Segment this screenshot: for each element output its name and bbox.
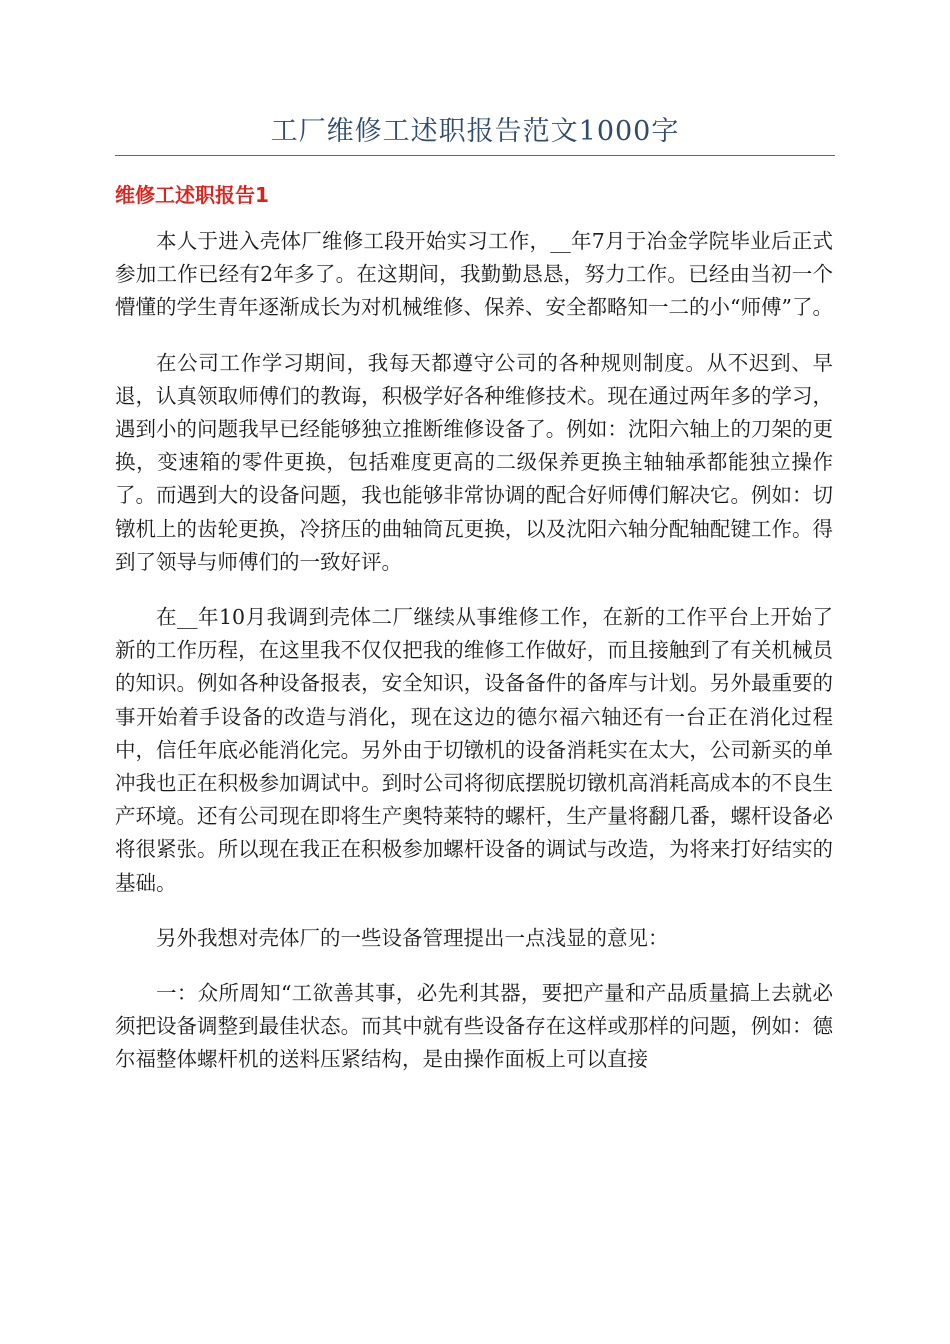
paragraph-learning: 在公司工作学习期间，我每天都遵守公司的各种规则制度。从不迟到、早退，认真领取师傅们的教诲，积极学好各种维修技术。现在通过两年多的学习，遇到小的问题我早已经能够独立推断维修设备了。例如：沈阳六轴上的刀架的更换，变速箱的零件更换，包括难度更高的二级保养更换主轴轴承都能独立操作了。而遇到大的设备问题，我也能够非常协调的配合好师傅们解决它。例如：切镦机上的齿轮更换，冷挤压的曲轴筒瓦更换，以及沈阳六轴分配轴配键工作。得到了领导与师傅们的一致好评。 xyxy=(115,350,833,574)
document-title: 工厂维修工述职报告范文1000字 xyxy=(270,116,680,147)
paragraph-suggestion-one: 一：众所周知“工欲善其事，必先利其器，要把产量和产品质量搞上去就必须把设备调整到最佳状态。而其中就有些设备存在这样或那样的问题，例如：德尔福整体螺杆机的送料压紧结构，是由操作面板上可以直接 xyxy=(115,981,833,1072)
section-heading: 维修工述职报告1 xyxy=(115,183,269,207)
paragraph-suggestion-intro: 另外我想对壳体厂的一些设备管理提出一点浅显的意见： xyxy=(156,925,669,950)
title-underline xyxy=(115,155,835,156)
paragraph-transfer: 在__年10月我调到壳体二厂继续从事维修工作，在新的工作平台上开始了新的工作历程，在这里我不仅仅把我的维修工作做好，而且接触到了有关机械员的知识。例如各种设备报表，安全知识，设备备件的备库与计划。另外最重要的事开始着手设备的改造与消化，现在这边的德尔福六轴还有一台正在消化过程中，信任年底必能消化完。另外由于切镦机的设备消耗实在太大，公司新买的单冲我也正在积极参加调试中。到时公司将彻底摆脱切镦机高消耗高成本的不良生产环境。还有公司现在即将生产奥特莱特的螺杆，生产量将翻几番，螺杆设备必将很紧张。所以现在我正在积极参加螺杆设备的调试与改造，为将来打好结实的基础。 xyxy=(115,605,833,895)
document-body xyxy=(115,225,833,1099)
paragraph-intro: 本人于进入壳体厂维修工段开始实习工作，__年7月于冶金学院毕业后正式参加工作已经有2年多了。在这期间，我勤勤恳恳，努力工作。已经由当初一个懵懂的学生青年逐渐成长为对机械维修、保养、安全都略知一二的小“师傅”了。 xyxy=(115,229,833,320)
